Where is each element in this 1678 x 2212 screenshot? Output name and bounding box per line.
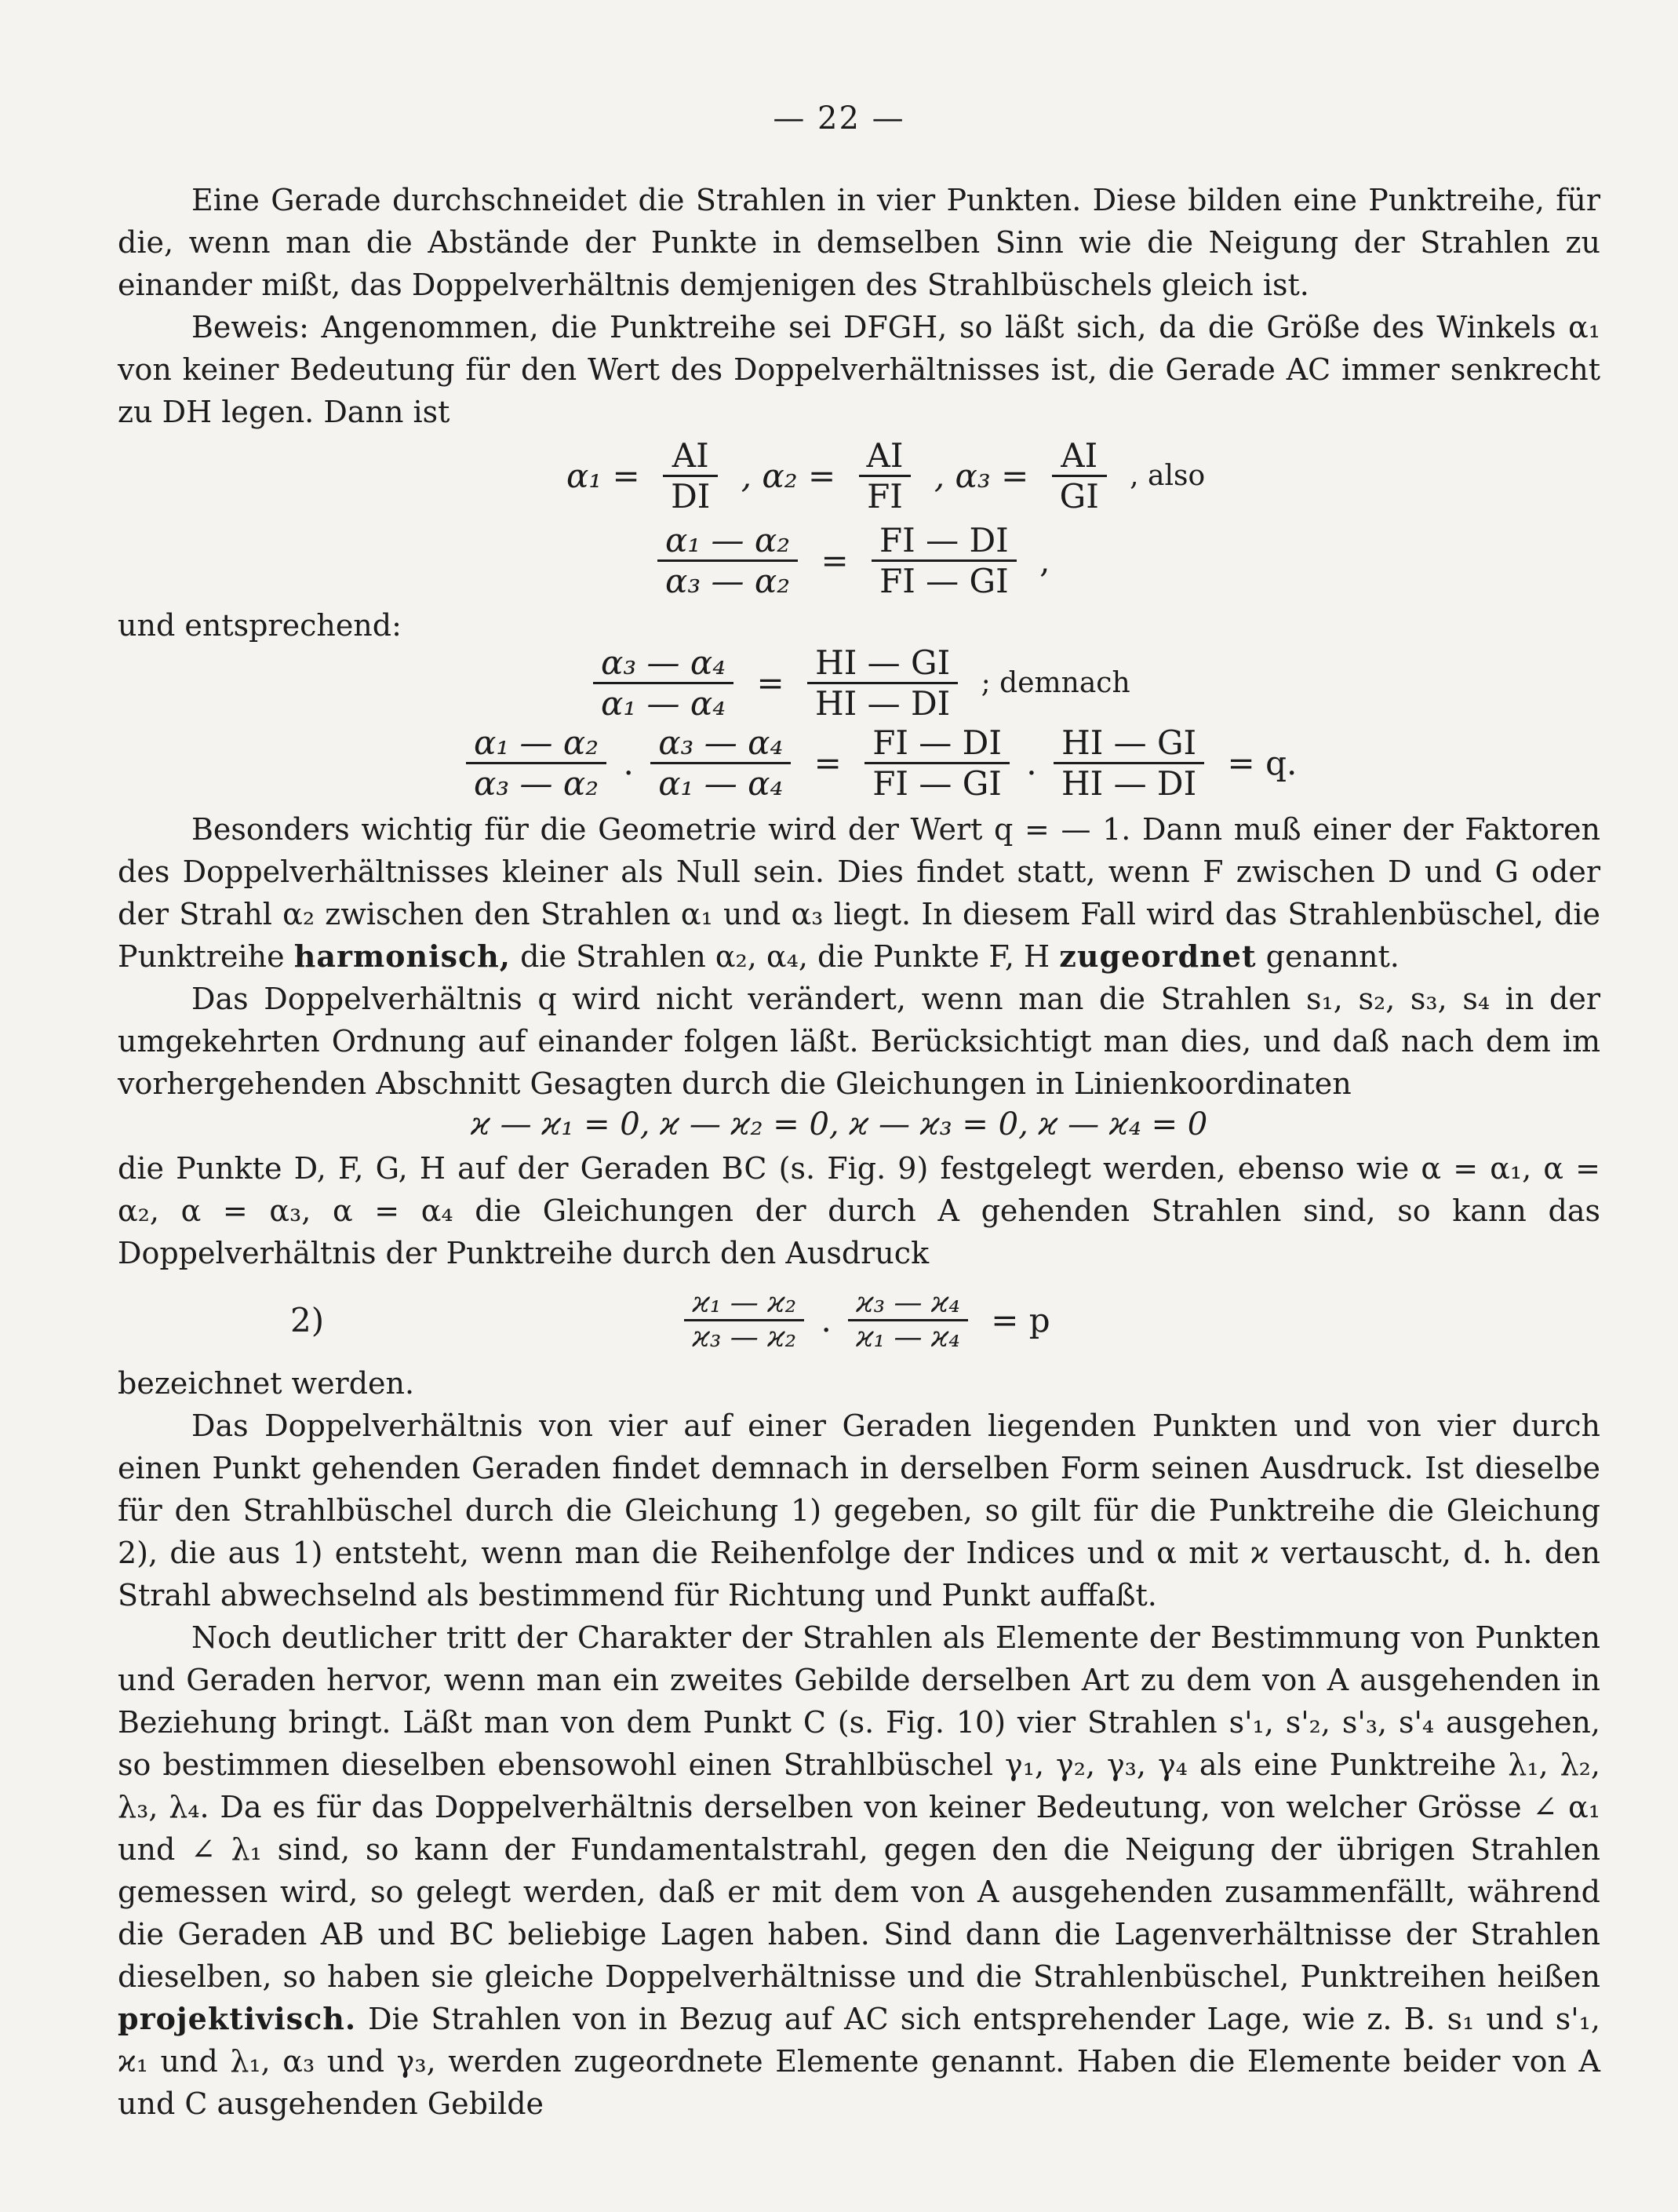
- text-block-points: [118, 1147, 1600, 1274]
- paragraph-points: die Punkte D, F, G, H auf der Geraden BC (s. Fig. 9) festgelegt werden, ebenso wie α = α₁, α = α₂, α = α₃, α = α₄ die Gleichungen der durch A gehenden Strahlen sind, so kann das Doppelverhältnis der Punktreihe durch den Ausdruck: [118, 1151, 1600, 1270]
- paragraph-projective: Noch deutlicher tritt der Charakter der Strahlen als Elemente der Bestimmung von Punkten und Geraden hervor, wenn man ein zweites Gebilde derselben Art zu dem von A ausgehenden in Beziehung bringt. Läßt man von dem Punkt C (s. Fig. 10) vier Strahlen s'₁, s'₂, s'₃, s'₄ ausgehen, so bestimmen dieselben ebensowohl einen Strahlbüschel γ₁, γ₂, γ₃, γ₄ als eine Punktreihe λ₁, λ₂, λ₃, λ₄. Da es für das Doppelverhältnis derselben von keiner Bedeutung, von welcher Grösse ∠ α₁ und ∠ λ₁ sind, so kann der Fundamentalstrahl, gegen den die Neigung der übrigen Strahlen gemessen wird, so gelegt werden, daß er mit dem von A ausgehenden zusammenfällt, während die Geraden AB und BC beliebige Lagen haben. Sind dann die Lagenverhältnisse der Strahlen dieselben, so haben sie gleiche Doppelverhältnisse und die Strahlenbüschel, Punktreihen heißen projektivisch. Die Strahlen von in Bezug auf AC sich entsprehender Lage, wie z. B. s₁ und s'₁, ϰ₁ und λ₁, α₃ und γ₃, werden zugeordnete Elemente genannt. Haben die Elemente beider von A und C ausgehenden Gebilde: [118, 1620, 1600, 2121]
- paragraph-proof: Beweis: Angenommen, die Punktreihe sei DFGH, so läßt sich, da die Größe des Winkels α₁ von keiner Bedeutung für den Wert des Doppelverhältnisses ist, die Gerade AC immer senkrecht zu DH legen. Dann ist: [118, 310, 1600, 429]
- text-block-bottom: bezeichnet werden. Das Doppelverhältnis von vier auf einer Geraden liegenden Punkten und von vier durch einen Punkt gehenden Geraden findet demnach in derselben Form seinen Ausdruck. Ist dieselbe für den Strahlbüschel durch die Gleichung 1) gegeben, so gilt für die Punktreihe die Gleichung 2), die aus 1) entsteht, wenn man die Reihenfolge der Indices und α mit ϰ vertauscht, d. h. den Strahl abwechselnd als bestimmend für Richtung und Punkt auffaßt. Noch deutlicher tritt der Charakter der Strahlen als Elemente der Bestimmung von Punkten und Geraden hervor, wenn man ein zweites Gebilde derselben Art zu dem von A ausgehenden in Beziehung bringt. Läßt man von dem Punkt C (s. Fig. 10) vier Strahlen s'₁, s'₂, s'₃, s'₄ ausgehen, so bestimmen dieselben ebensowohl einen Strahlbüschel γ₁, γ₂, γ₃, γ₄ als eine Punktreihe λ₁, λ₂, λ₃, λ₄. Da es für das Doppelverhältnis derselben von keiner Bedeutung, von welcher Grösse ∠ α₁ und ∠ λ₁ sind, so kann der Fundamentalstrahl, gegen den die Neigung der übrigen Strahlen gemessen wird, so gelegt werden, daß er mit dem von A ausgehenden zusammenfällt, während die Geraden AB und BC beliebige Lagen haben. Sind dann die Lagenverhältnisse der Strahlen dieselben, so haben sie gleiche Doppelverhältnisse und die Strahlenbüschel, Punktreihen heißen projektivisch. Die Strahlen von in Bezug auf AC sich entsprehender Lage, wie z. B. s₁ und s'₁, ϰ₁ und λ₁, α₃ und γ₃, werden zugeordnete Elemente genannt. Haben die Elemente beider von A und C ausgehenden Gebilde: [118, 1362, 1600, 2125]
- text-block-middle: [118, 808, 1600, 1105]
- text-und-entsprechend: und entsprechend:: [118, 608, 402, 643]
- equation-ratio-fi-di: $\frac{\text{α₁ — α₂}}{\text{α₃ — α₂}}$ = $\frac{FI — DI}{FI — GI}$ ,: [653, 521, 1057, 600]
- equation-cross-ratio-q: $\frac{\text{α₁ — α₂}}{\text{α₃ — α₂}}$ . $\frac{\text{α₃ — α₄}}{\text{α₁ — α₄}}$ = $\frac{FI — DI}{FI — GI}$ . $\frac{HI — GI}{HI — DI}$ = q.: [461, 723, 1305, 803]
- text-block-top: [118, 179, 1600, 433]
- paragraph-duality: Das Doppelverhältnis von vier auf einer Geraden liegenden Punkten und von vier durch einen Punkt gehenden Geraden findet demnach in derselben Form seinen Ausdruck. Ist dieselbe für den Strahlbüschel durch die Gleichung 1) gegeben, so gilt für die Punktreihe die Gleichung 2), die aus 1) entsteht, wenn man die Reihenfolge der Indices und α mit ϰ vertauscht, d. h. den Strahl abwechselnd als bestimmend für Richtung und Punkt auffaßt.: [118, 1408, 1600, 1613]
- page-number: — 22 —: [773, 100, 905, 137]
- paragraph-theorem: Eine Gerade durchschneidet die Strahlen in vier Punkten. Diese bilden eine Punktreihe, für die, wenn man die Abstände der Punkte in demselben Sinn wie die Neigung der Strahlen zu einander mißt, das Doppelverhältnis demjenigen des Strahlbüschels gleich ist.: [118, 183, 1600, 302]
- paragraph-order: Das Doppelverhältnis q wird nicht verändert, wenn man die Strahlen s₁, s₂, s₃, s₄ in der umgekehrten Ordnung auf einander folgen läßt. Berücksichtigt man dies, und daß nach dem im vorhergehenden Abschnitt Gesagten durch die Gleichungen in Linienkoordinaten: [118, 982, 1600, 1101]
- term-projektivisch: projektivisch.: [118, 2001, 357, 2036]
- equation-alpha-ratios: α₁ = $\frac{AI}{DI}$ , α₂ = $\frac{AI}{FI}$ , α₃ = $\frac{AI}{GI}$ , also: [566, 436, 1206, 516]
- equation-line-coordinates: ϰ — ϰ₁ = 0, ϰ — ϰ₂ = 0, ϰ — ϰ₃ = 0, ϰ — ϰ₄ = 0: [471, 1106, 1208, 1142]
- equation-2: 2) $\frac{\text{ϰ₁ — ϰ₂}}{\text{ϰ₃ — ϰ₂}}$ . $\frac{\text{ϰ₃ — ϰ₄}}{\text{ϰ₁ — ϰ₄}}$ = p: [290, 1287, 1050, 1354]
- paragraph-harmonic: Besonders wichtig für die Geometrie wird der Wert q = — 1. Dann muß einer der Faktoren des Doppelverhältnisses kleiner als Null sein. Dies findet statt, wenn F zwischen D und G oder der Strahl α₂ zwischen den Strahlen α₁ und α₃ liegt. In diesem Fall wird das Strahlenbüschel, die Punktreihe harmonisch, die Strahlen α₂, α₄, die Punkte F, H zugeordnet genannt.: [118, 812, 1600, 974]
- term-harmonisch: harmonisch,: [293, 938, 511, 974]
- term-zugeordnet: zugeordnet: [1059, 938, 1257, 974]
- equation-ratio-hi-gi: $\frac{\text{α₃ — α₄}}{\text{α₁ — α₄}}$ = $\frac{HI — GI}{HI — DI}$ ; demnach: [588, 643, 1138, 723]
